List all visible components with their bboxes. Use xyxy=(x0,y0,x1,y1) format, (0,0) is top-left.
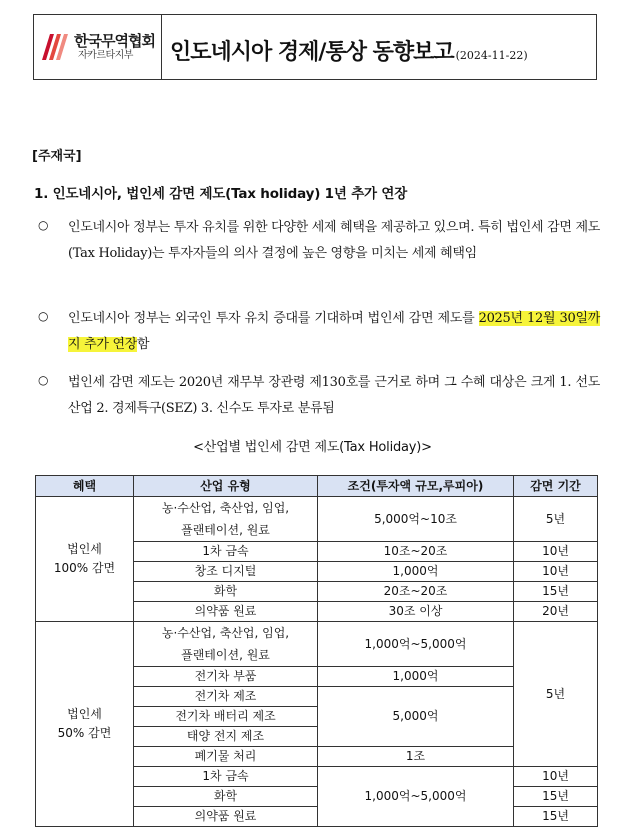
period-cell: 15년 xyxy=(514,787,598,807)
industry-cell: 1차 금속 xyxy=(134,542,318,562)
industry-cell xyxy=(134,622,318,667)
industry-cell: 의약품 원료 xyxy=(134,807,318,827)
condition-cell: 30조 이상 xyxy=(318,602,514,622)
condition-cell: 5,000억 xyxy=(318,687,514,747)
period-cell: 15년 xyxy=(514,582,598,602)
benefit-line: 50% 감면 xyxy=(57,726,112,740)
report-date: (2024-11-22) xyxy=(455,48,528,62)
industry-cell: 폐기물 처리 xyxy=(134,747,318,767)
bullet-text: 법인세 감면 제도는 2020년 재무부 장관령 제130호를 근거로 하며 그 수혜 대상은 크게 1. 선도산업 2. 경제특구(SEZ) 3. 신수도 투자로 분류됨 xyxy=(68,375,600,416)
bullet-text: 인도네시아 정부는 투자 유치를 위한 다양한 세제 혜택을 제공하고 있으며. 특히 법인세 감면 제도(Tax Holiday)는 투자자들의 의사 결정에 높은 영향을 미치는 세제 혜택임 xyxy=(68,220,600,261)
bullet-text xyxy=(68,306,600,358)
period-cell: 10년 xyxy=(514,767,598,787)
industry-cell: 전기차 부품 xyxy=(134,667,318,687)
industry-cell: 전기차 제조 xyxy=(134,687,318,707)
bullet-mark: ○ xyxy=(38,218,49,232)
org-logo xyxy=(34,15,162,79)
kita-logo-icon xyxy=(40,32,70,62)
bullet-mark: ○ xyxy=(38,309,49,323)
bullet-item xyxy=(38,306,600,358)
period-cell: 5년 xyxy=(514,622,598,767)
condition-cell: 1,000억~5,000억 xyxy=(318,767,514,827)
org-name: 한국무역협회 xyxy=(74,32,155,51)
column-header: 감면 기간 xyxy=(514,476,598,497)
condition-cell: 1,000억 xyxy=(318,667,514,687)
industry-cell: 의약품 원료 xyxy=(134,602,318,622)
industry-line: 농·수산업, 축산업, 임업, xyxy=(161,626,290,640)
table-caption: <산업별 법인세 감면 제도(Tax Holiday)> xyxy=(193,440,432,455)
industry-cell: 창조 디지털 xyxy=(134,562,318,582)
org-branch: 자카르타지부 xyxy=(78,49,133,61)
column-header: 혜택 xyxy=(36,476,134,497)
benefit-cell xyxy=(36,497,134,622)
period-cell: 15년 xyxy=(514,807,598,827)
industry-cell: 화학 xyxy=(134,582,318,602)
column-header: 산업 유형 xyxy=(134,476,318,497)
industry-cell: 화학 xyxy=(134,787,318,807)
condition-cell: 1,000억~5,000억 xyxy=(318,622,514,667)
period-cell: 20년 xyxy=(514,602,598,622)
condition-cell: 20조~20조 xyxy=(318,582,514,602)
bullet-item xyxy=(38,215,600,267)
bullet-item xyxy=(38,370,600,422)
condition-cell: 10조~20조 xyxy=(318,542,514,562)
industry-cell: 1차 금속 xyxy=(134,767,318,787)
industry-cell: 태양 전지 제조 xyxy=(134,727,318,747)
industry-line: 플랜테이션, 원료 xyxy=(181,648,270,662)
period-cell: 10년 xyxy=(514,562,598,582)
benefit-cell xyxy=(36,622,134,827)
tax-holiday-table xyxy=(35,475,598,827)
bullet-text-before: 인도네시아 정부는 외국인 투자 유치 증대를 기대하며 법인세 감면 제도를 xyxy=(68,311,479,326)
benefit-line: 법인세 xyxy=(67,707,102,721)
industry-line: 농·수산업, 축산업, 임업, xyxy=(161,501,290,515)
column-header: 조건(투자액 규모,루피아) xyxy=(318,476,514,497)
benefit-line: 100% 감면 xyxy=(53,561,116,575)
bullet-text-after: 함 xyxy=(136,337,150,352)
report-header xyxy=(33,14,597,80)
condition-cell: 1,000억 xyxy=(318,562,514,582)
industry-cell xyxy=(134,497,318,542)
industry-cell: 전기차 배터리 제조 xyxy=(134,707,318,727)
highlighted-text: 2025년 12월 30일까지 추가 연장 xyxy=(68,311,600,352)
period-cell: 5년 xyxy=(514,497,598,542)
benefit-line: 법인세 xyxy=(67,542,102,556)
condition-cell: 1조 xyxy=(318,747,514,767)
table-header-row xyxy=(36,476,598,497)
industry-line: 플랜테이션, 원료 xyxy=(181,523,270,537)
condition-cell: 5,000억~10조 xyxy=(318,497,514,542)
report-title: 인도네시아 경제/통상 동향보고 xyxy=(170,39,454,65)
section-tag: [주재국] xyxy=(32,149,82,164)
bullet-mark: ○ xyxy=(38,373,49,387)
period-cell: 10년 xyxy=(514,542,598,562)
article-heading: 1. 인도네시아, 법인세 감면 제도(Tax holiday) 1년 추가 연장 xyxy=(34,186,408,202)
